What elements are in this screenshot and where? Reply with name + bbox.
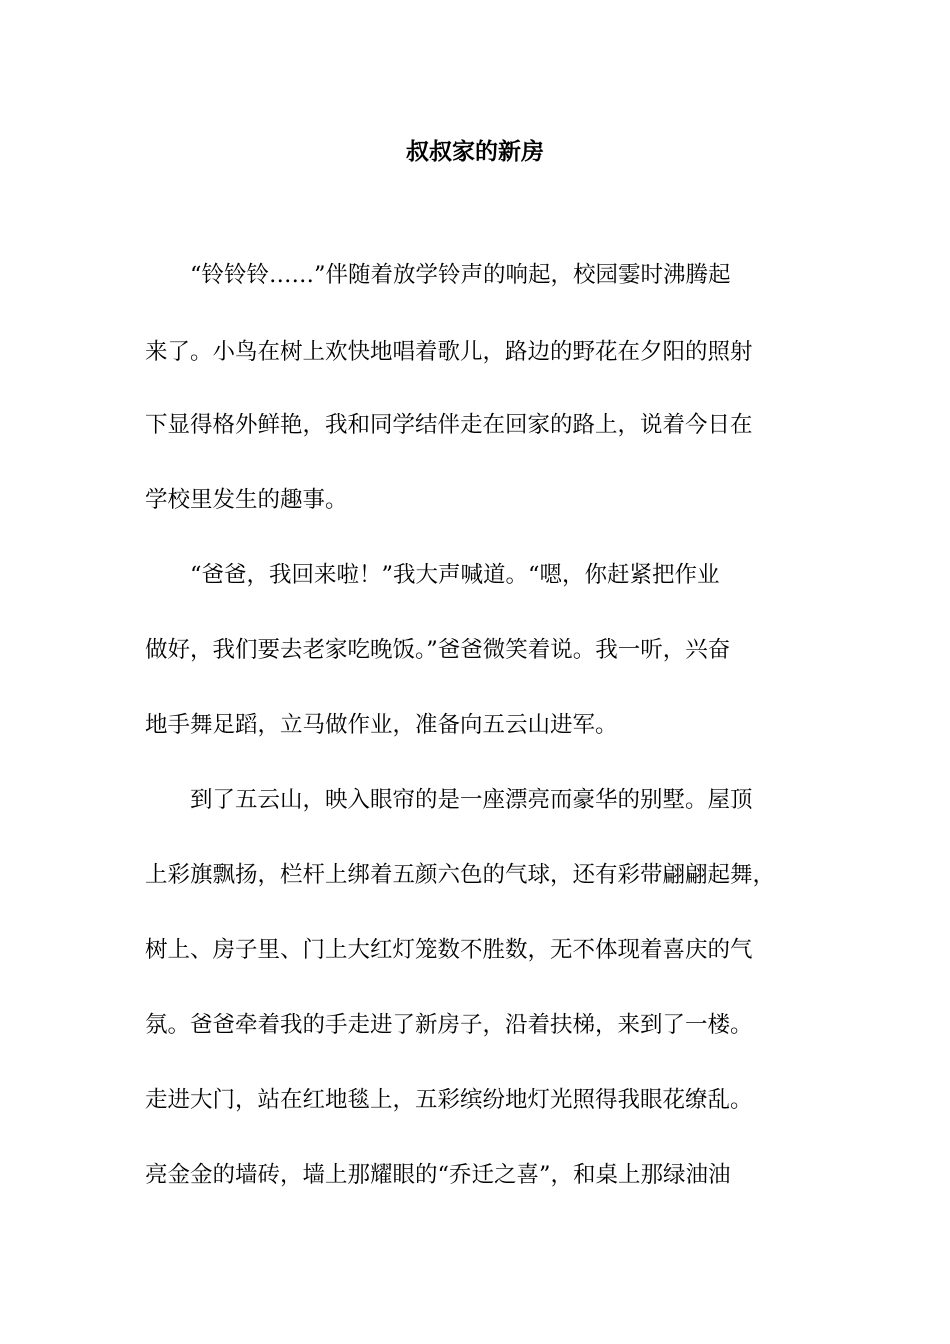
paragraph-line: 树上、房子里、门上大红灯笼数不胜数，无不体现着喜庆的气	[145, 937, 753, 963]
paragraph-line: 做好，我们要去老家吃晚饭。”爸爸微笑着说。我一听，兴奋	[145, 637, 731, 663]
paragraph-line: 走进大门，站在红地毯上，五彩缤纷地灯光照得我眼花缭乱。	[145, 1087, 753, 1113]
paragraph-line: 地手舞足蹈，立马做作业，准备向五云山进军。	[145, 712, 618, 738]
paragraph-line: “爸爸，我回来啦！”我大声喊道。“嗯，你赶紧把作业	[190, 562, 720, 588]
paragraph-line: 到了五云山，映入眼帘的是一座漂亮而豪华的别墅。屋顶	[190, 787, 753, 813]
paragraph-line: “铃铃铃……”伴随着放学铃声的响起，校园霎时沸腾起	[190, 262, 731, 288]
paragraph-line: 下显得格外鲜艳，我和同学结伴走在回家的路上，说着今日在	[145, 412, 753, 438]
paragraph-line: 亮金金的墙砖，墙上那耀眼的“乔迁之喜”，和桌上那绿油油	[145, 1162, 731, 1188]
paragraph-line: 来了。小鸟在树上欢快地唱着歌儿，路边的野花在夕阳的照射	[145, 339, 753, 365]
document-title: 叔叔家的新房	[406, 138, 544, 165]
paragraph-line: 学校里发生的趣事。	[145, 487, 348, 513]
paragraph-line: 氛。爸爸牵着我的手走进了新房子，沿着扶梯，来到了一楼。	[145, 1012, 753, 1038]
paragraph-line: 上彩旗飘扬，栏杆上绑着五颜六色的气球，还有彩带翩翩起舞，	[145, 862, 776, 888]
